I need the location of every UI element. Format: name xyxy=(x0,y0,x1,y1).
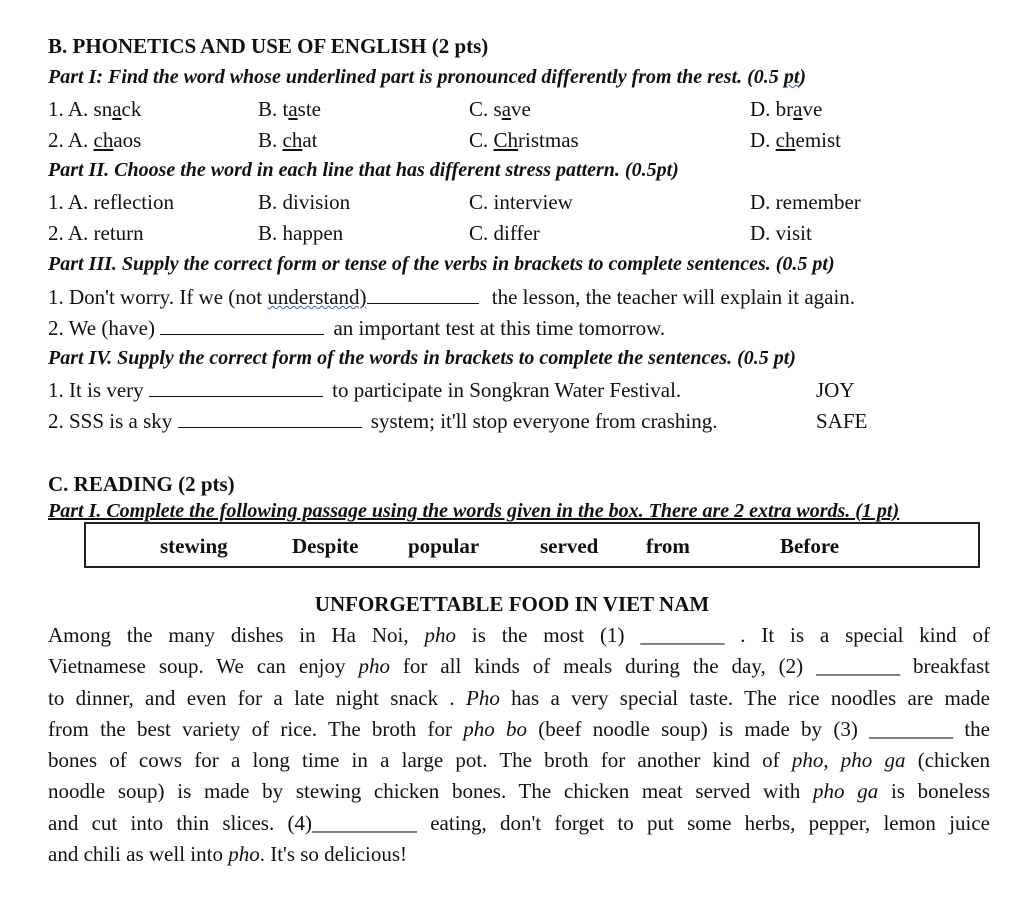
opt-text: C. s xyxy=(469,97,502,121)
part2-q1-a: 1. A. reflection xyxy=(48,190,174,214)
opt-underline: ch xyxy=(282,128,303,152)
q-text: 1. Don't worry. If we (not xyxy=(48,285,268,309)
opt-text: D. br xyxy=(750,97,794,121)
part1-heading xyxy=(48,66,806,89)
opt-text: C. xyxy=(469,128,494,152)
part3-q1 xyxy=(48,285,855,310)
passage-line: bones of cows for a long time in a large pot. The broth for another kind of pho, pho ga (chicken xyxy=(48,748,991,773)
word-box xyxy=(84,522,980,568)
part1-q1-a xyxy=(48,97,141,121)
part1-q1-c xyxy=(469,97,531,122)
part2-heading: Part II. Choose the word in each line that has different stress pattern. (0.5pt) xyxy=(48,159,679,181)
opt-underline: a xyxy=(501,97,512,121)
q-text: system; it'll stop everyone from crashing. xyxy=(370,409,718,433)
part4-q2-word: SAFE xyxy=(816,409,868,433)
part3-heading: Part III. Supply the correct form or tense of the verbs in brackets to complete sentences. (0.5 pt) xyxy=(48,253,835,275)
opt-underline: Ch xyxy=(493,128,519,152)
reading-part1-heading: Part I. Complete the following passage using the words given in the box. There are 2 extra words. (1 pt) xyxy=(48,500,900,522)
q-text: an important test at this time tomorrow. xyxy=(333,316,666,340)
part1-q2-c xyxy=(469,128,579,153)
part2-q1-c: C. interview xyxy=(469,190,573,214)
opt-text: sn xyxy=(93,97,113,121)
part4-q1 xyxy=(48,378,681,403)
opt-text: ve xyxy=(511,97,531,121)
passage-line: and cut into thin slices. (4)__________ eating, don't forget to put some herbs, pepper, lemon juice xyxy=(48,810,990,835)
opt-text: ristmas xyxy=(518,128,579,152)
passage-line: from the best variety of rice. The broth for pho bo (beef noodle soup) is made by (3) ________ the xyxy=(48,716,990,741)
opt-text: B. xyxy=(258,128,283,152)
q-text: 2. SSS is a sky xyxy=(48,409,173,433)
part1-heading-end: ) xyxy=(799,66,807,88)
q-text: the lesson, the teacher will explain it again. xyxy=(491,285,856,309)
opt-underline: ch xyxy=(775,128,796,152)
part1-q2-a xyxy=(48,128,141,153)
part1-q2-d xyxy=(750,128,841,153)
q-num: 1. A. xyxy=(48,97,94,121)
opt-underline: a xyxy=(793,97,803,121)
part1-heading-pt: pt xyxy=(783,66,800,88)
part1-heading-text: Part I: Find the word whose underlined part is pronounced differently from the rest. (0.5 xyxy=(48,66,784,88)
answer-blank[interactable] xyxy=(367,285,479,304)
part4-heading: Part IV. Supply the correct form of the words in brackets to complete the sentences. (0.5 pt) xyxy=(48,347,796,369)
part4-q2 xyxy=(48,409,718,434)
section-b-title: B. PHONETICS AND USE OF ENGLISH (2 pts) xyxy=(48,34,489,58)
passage-title: UNFORGETTABLE FOOD IN VIET NAM xyxy=(314,592,710,616)
part1-q1-d xyxy=(750,97,822,122)
opt-text: D. xyxy=(750,128,776,152)
part1-q2-b xyxy=(258,128,318,153)
opt-underline: a xyxy=(288,97,298,121)
part2-q2-c: C. differ xyxy=(469,221,540,245)
part2-q2-a: 2. A. return xyxy=(48,221,144,245)
passage-line: Among the many dishes in Ha Noi, pho is the most (1) ________ . It is a special kind of xyxy=(48,623,990,647)
part4-q1-word: JOY xyxy=(816,378,855,402)
q-text: 2. We (have) xyxy=(48,316,155,340)
opt-text: ve xyxy=(802,97,823,121)
q-text: 1. It is very xyxy=(48,378,144,402)
opt-text: aos xyxy=(113,128,142,152)
opt-text: emist xyxy=(795,128,841,152)
passage xyxy=(48,620,990,870)
section-c-title: C. READING (2 pts) xyxy=(48,472,235,496)
part1-q1 xyxy=(48,97,141,122)
q-num: 2. A. xyxy=(48,128,94,152)
part2-q2-b: B. happen xyxy=(258,221,344,245)
part2-q2-d: D. visit xyxy=(750,221,812,245)
passage-line: noodle soup) is made by stewing chicken bones. The chicken meat served with pho ga is boneless xyxy=(48,779,990,804)
box-word: served xyxy=(540,534,599,558)
answer-blank[interactable] xyxy=(160,316,324,335)
opt-text: B. t xyxy=(258,97,289,121)
box-word: popular xyxy=(408,534,480,558)
opt-underline: ch xyxy=(93,128,114,152)
part1-q1-b xyxy=(258,97,321,122)
answer-blank[interactable] xyxy=(178,409,362,428)
answer-blank[interactable] xyxy=(149,378,323,397)
part2-q1-b: B. division xyxy=(258,190,351,214)
box-word: Before xyxy=(780,534,840,558)
passage-line: Vietnamese soup. We can enjoy pho for all kinds of meals during the day, (2) ________ breakfast xyxy=(48,654,991,679)
opt-underline: a xyxy=(112,97,122,121)
box-word: stewing xyxy=(160,534,228,558)
box-word: from xyxy=(646,534,690,558)
passage-line: and chili as well into pho. It's so delicious! xyxy=(48,842,407,867)
q-text: to participate in Songkran Water Festival. xyxy=(332,378,682,402)
opt-text: at xyxy=(302,128,318,152)
part3-q2 xyxy=(48,316,665,341)
opt-text: ck xyxy=(121,97,142,121)
q-text-squiggle: understand) xyxy=(267,285,367,309)
box-word: Despite xyxy=(292,534,359,558)
passage-line: to dinner, and even for a late night snack . Pho has a very special taste. The rice noodles are made xyxy=(48,685,990,710)
part2-q1-d: D. remember xyxy=(750,190,861,214)
opt-text: ste xyxy=(297,97,321,121)
